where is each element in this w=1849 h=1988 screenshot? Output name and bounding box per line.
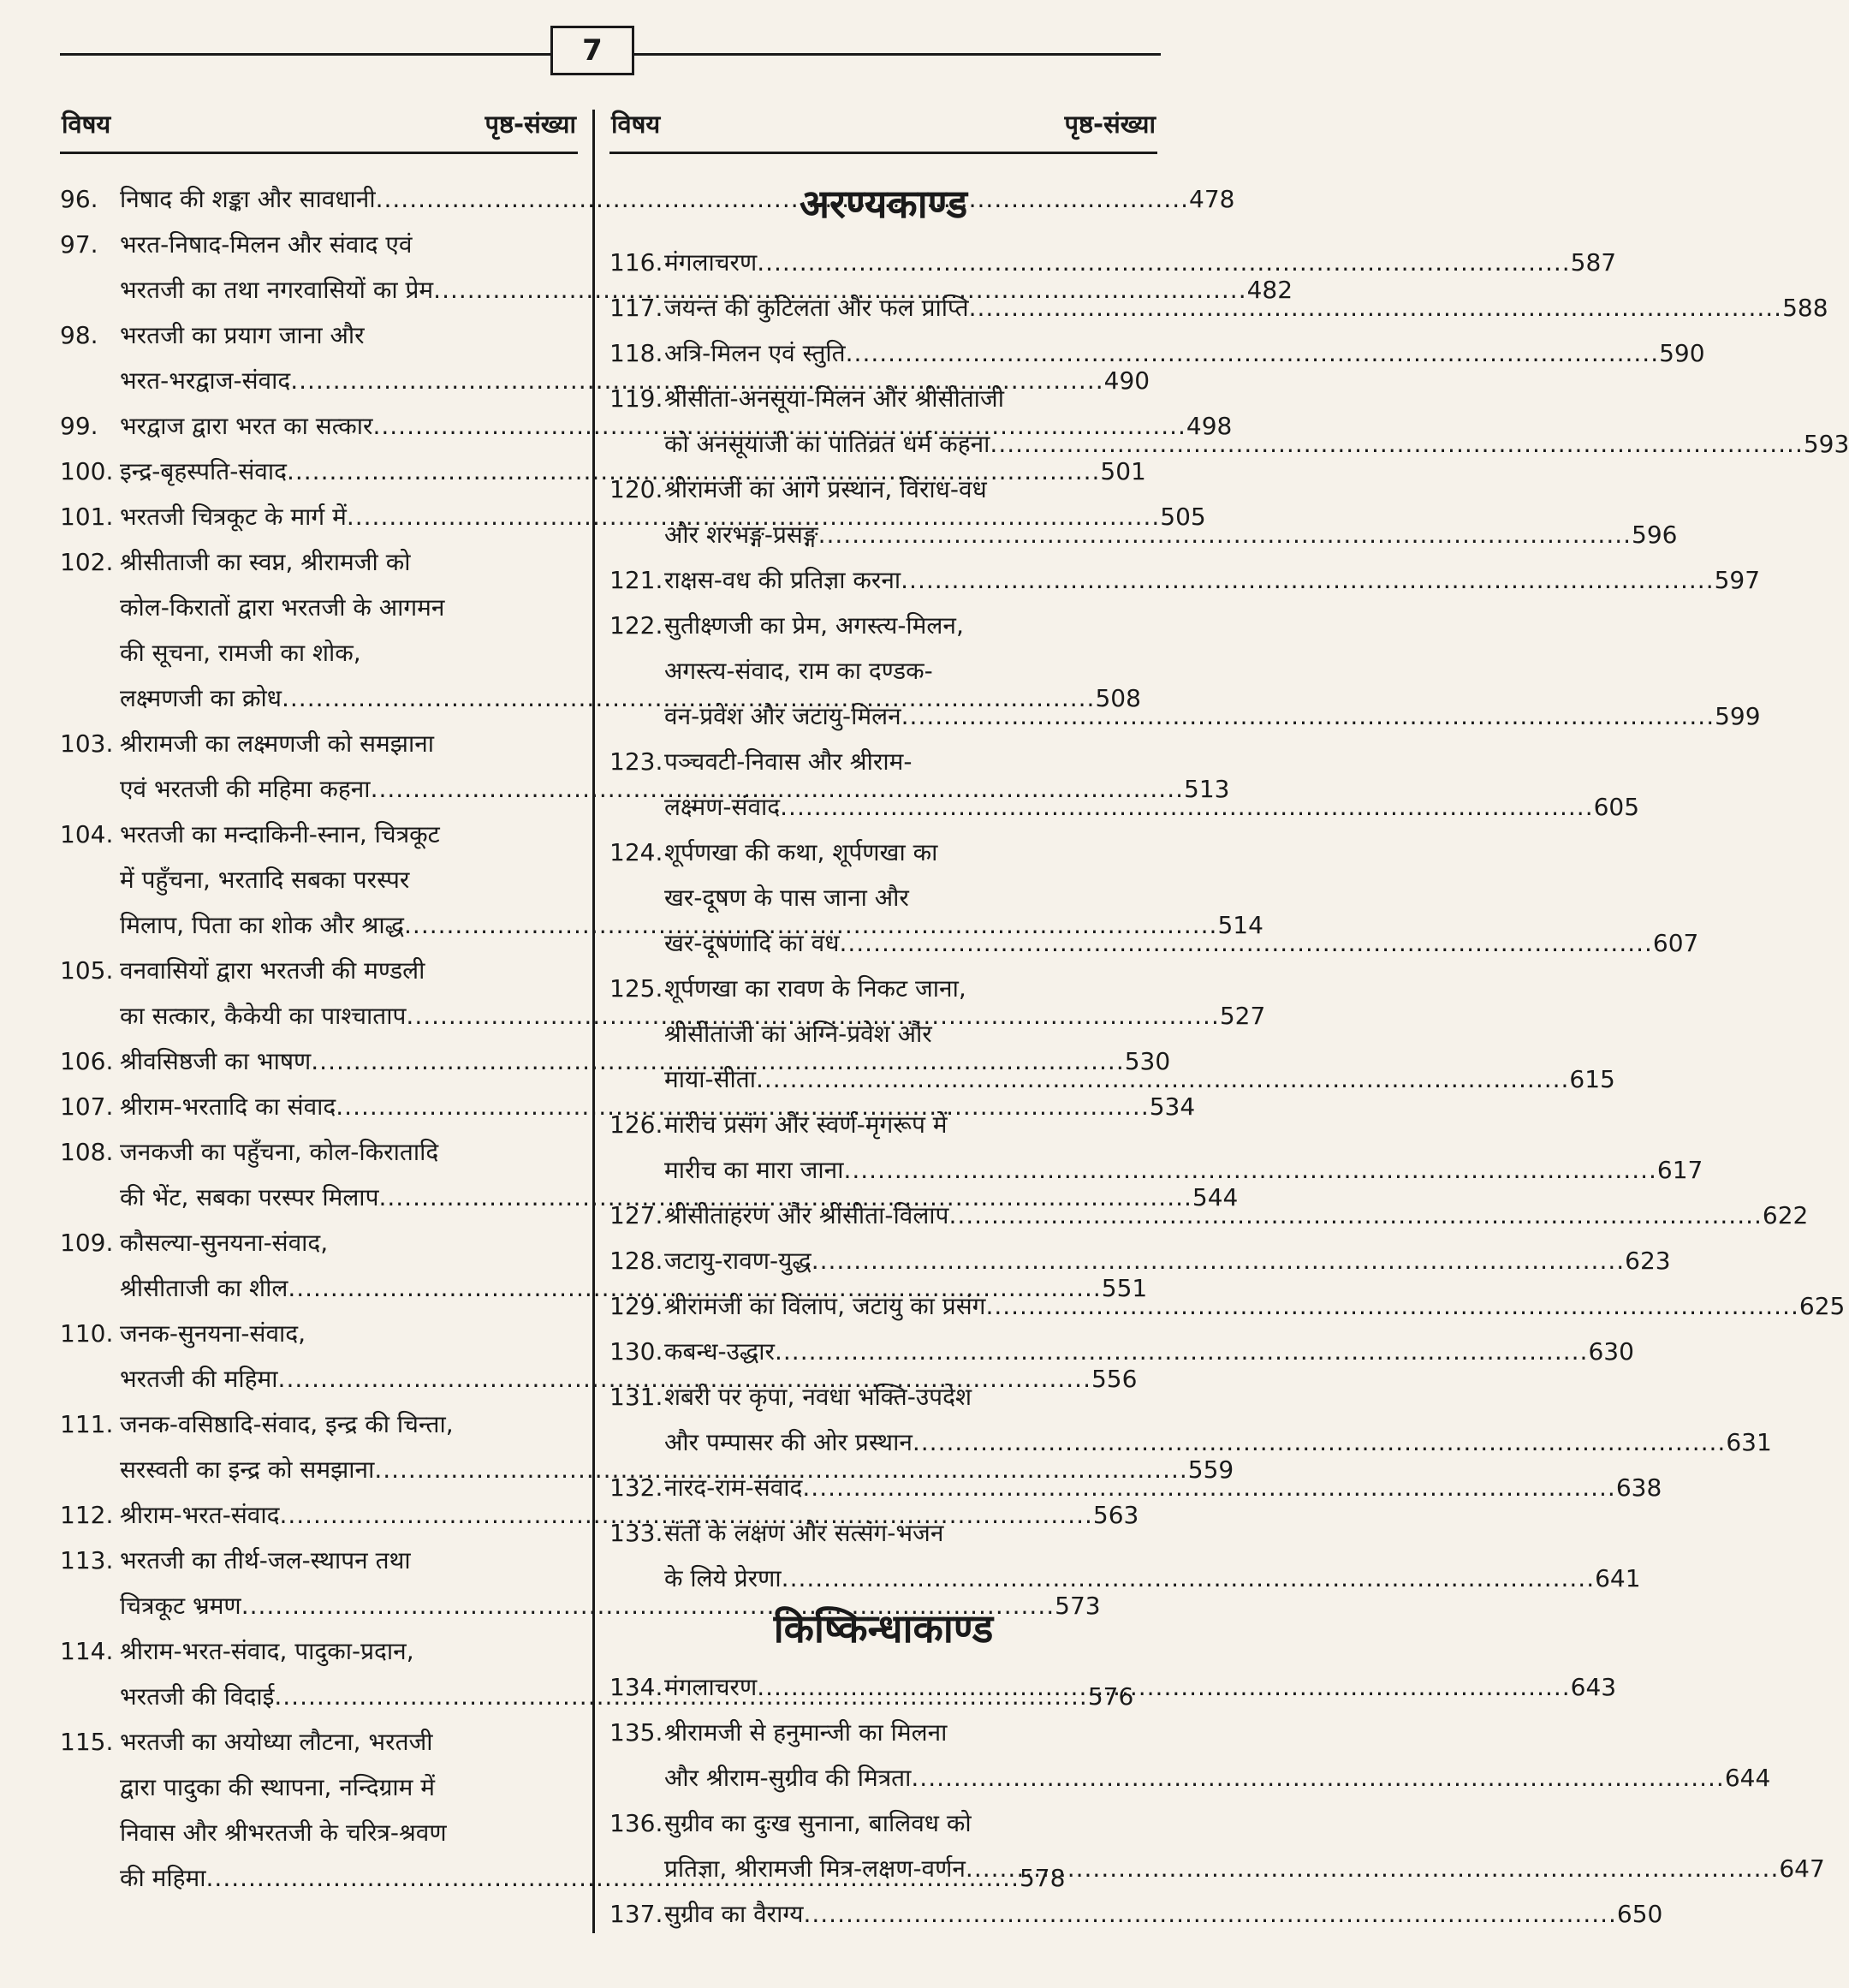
entry-page-number: 647 [1779, 1854, 1825, 1883]
entry-page-number: 573 [1055, 1592, 1101, 1620]
toc-entry-line [609, 1011, 1157, 1056]
entry-title: श्रीवसिष्ठजी का भाषण [120, 1047, 312, 1075]
entry-title: अगस्त्य-संवाद, राम का दण्डक- [664, 657, 933, 685]
entry-page-number: 505 [1160, 503, 1206, 531]
entry-number: 111. [60, 1410, 114, 1438]
toc-entry-line [609, 1755, 1771, 1801]
entry-number: 134. [609, 1673, 663, 1701]
entry-title: और शरभङ्ग-प्रसङ्ग [664, 521, 818, 549]
toc-entry-line [609, 376, 1157, 421]
toc-entry-line [609, 1891, 1663, 1937]
page-count-header: पृष्ठ-संख्या [1064, 110, 1156, 139]
entry-title: का सत्कार, कैकेयी का पाश्चाताप [120, 1002, 407, 1030]
toc-entry-line [609, 467, 1157, 512]
entry-title: श्रीराम-भरत-संवाद, पादुका-प्रदान, [120, 1637, 414, 1665]
toc-entry-line [60, 312, 578, 358]
dot-leader [839, 920, 1652, 966]
dot-leader [985, 1283, 1798, 1329]
entry-number: 100. [60, 457, 114, 485]
entry-page-number: 597 [1714, 566, 1761, 594]
dot-leader [757, 240, 1570, 285]
entry-number: 109. [60, 1229, 114, 1257]
toc-entry-line [60, 1402, 578, 1447]
entry-page-number: 638 [1615, 1473, 1662, 1502]
entry-page-number: 514 [1217, 911, 1263, 939]
entry-title: मिलाप, पिता का शोक और श्राद्ध [120, 911, 405, 939]
entry-number: 135. [609, 1718, 663, 1747]
entry-number: 113. [60, 1546, 114, 1574]
toc-entry-line [609, 693, 1761, 739]
entry-number: 133. [609, 1519, 663, 1547]
toc-entry-line [609, 1283, 1846, 1329]
top-rule-left [60, 53, 550, 56]
toc-entry-line [609, 739, 1157, 784]
entry-page-number: 534 [1149, 1092, 1196, 1121]
dot-leader [756, 1056, 1569, 1102]
toc-entry-line [609, 966, 1157, 1011]
toc-entry-line [609, 1147, 1703, 1193]
dot-leader [913, 1420, 1726, 1465]
dot-leader [818, 512, 1632, 557]
entry-title: भरद्वाज द्वारा भरत का सत्कार [120, 412, 373, 440]
toc-entry [609, 603, 1761, 739]
entry-title: द्वारा पादुका की स्थापना, नन्दिग्राम में [120, 1773, 436, 1801]
entry-page-number: 559 [1187, 1455, 1234, 1484]
toc-entry [609, 1710, 1771, 1801]
toc-entry-line [609, 1556, 1641, 1601]
entry-title: जनकजी का पहुँचना, कोल-किरातादि [120, 1138, 439, 1166]
entry-number: 126. [609, 1110, 663, 1139]
entry-title: शबरी पर कृपा, नवधा भक्ति-उपदेश [664, 1383, 972, 1411]
entry-page-number: 644 [1724, 1764, 1771, 1792]
entry-page-number: 650 [1616, 1900, 1663, 1928]
toc-entry-line [60, 857, 578, 902]
entry-number: 132. [609, 1473, 663, 1502]
toc-entry-line [60, 721, 578, 766]
entry-page-number: 530 [1124, 1047, 1171, 1075]
toc-entry [609, 1374, 1772, 1465]
entry-title: संतों के लक्षण और सत्संग-भजन [664, 1519, 944, 1547]
entry-number: 108. [60, 1138, 114, 1166]
entry-title: श्रीराम-भरत-संवाद [120, 1501, 280, 1529]
entry-number: 110. [60, 1319, 114, 1348]
toc-entry-line [60, 222, 578, 267]
dot-leader [775, 1329, 1588, 1374]
entry-number: 125. [609, 974, 663, 1003]
entry-title: भरतजी की विदाई [120, 1682, 275, 1711]
entry-page-number: 625 [1798, 1292, 1846, 1320]
toc-entry [609, 1329, 1634, 1374]
entry-number: 129. [609, 1292, 663, 1320]
entry-title: भरतजी का प्रयाग जाना और [120, 321, 365, 349]
entry-page-number: 508 [1095, 684, 1141, 712]
entry-number: 115. [60, 1728, 114, 1756]
section-title-kishkindhakand: किष्किन्धाकाण्ड [773, 1605, 994, 1652]
entry-title: कबन्ध-उद्धार [664, 1337, 775, 1366]
toc-entry-line [60, 1129, 578, 1175]
entry-title: और श्रीराम-सुग्रीव की मित्रता [664, 1764, 912, 1792]
entry-number: 114. [60, 1637, 114, 1665]
entry-number: 99. [60, 412, 98, 440]
entry-number: 127. [609, 1201, 663, 1229]
entry-number: 101. [60, 503, 114, 531]
entry-title: लक्ष्मणजी का क्रोध [120, 684, 282, 712]
entry-number: 116. [609, 248, 663, 277]
entry-title: श्रीरामजी का आगे प्रस्थान, विराध-वध [664, 475, 987, 503]
dot-leader [901, 693, 1715, 739]
entry-title: श्रीसीता-अनसूया-मिलन और श्रीसीताजी [664, 384, 1004, 413]
page-number: 7 [550, 26, 634, 75]
entry-number: 131. [609, 1383, 663, 1411]
entry-title: निषाद की शङ्का और सावधानी [120, 185, 376, 213]
entry-title: सुग्रीव का दुःख सुनाना, बालिवध को [664, 1809, 972, 1837]
entry-page-number: 551 [1101, 1274, 1148, 1302]
entry-title: शूर्पणखा की कथा, शूर्पणखा का [664, 838, 938, 866]
entry-number: 102. [60, 548, 114, 576]
entry-number: 96. [60, 185, 98, 213]
entry-number: 107. [60, 1092, 114, 1121]
toc-entry-line [60, 1583, 1101, 1628]
toc-entry-line [60, 1719, 578, 1765]
toc-entry-line [60, 1810, 578, 1855]
entry-number: 124. [609, 838, 663, 866]
entry-page-number: 544 [1192, 1183, 1239, 1211]
section-title-aranyakand: अरण्यकाण्ड [799, 181, 968, 227]
entry-number: 112. [60, 1501, 114, 1529]
entry-title: भरतजी का मन्दाकिनी-स्नान, चित्रकूट [120, 820, 440, 848]
entry-number: 103. [60, 729, 114, 758]
entry-title: प्रतिज्ञा, श्रीरामजी मित्र-लक्षण-वर्णन [664, 1854, 966, 1883]
entry-title: निवास और श्रीभरतजी के चरित्र-श्रवण [120, 1818, 447, 1847]
entry-page-number: 631 [1726, 1428, 1772, 1456]
toc-entry-line [609, 648, 1157, 693]
entry-page-number: 563 [1092, 1501, 1139, 1529]
entry-title: भरतजी का तीर्थ-जल-स्थापन तथा [120, 1546, 411, 1574]
entry-number: 106. [60, 1047, 114, 1075]
entry-title: कोल-किरातों द्वारा भरतजी के आगमन [120, 593, 445, 622]
entry-number: 119. [609, 384, 663, 413]
dot-leader [802, 1465, 1615, 1510]
toc-entry [609, 1510, 1641, 1601]
right-column-header [609, 107, 1157, 154]
entry-title: शूर्पणखा का रावण के निकट जाना, [664, 974, 966, 1003]
entry-page-number: 643 [1570, 1673, 1617, 1701]
entry-title: मंगलाचरण [664, 248, 758, 277]
toc-entry-line [609, 330, 1705, 376]
page-count-header: पृष्ठ-संख्या [485, 110, 576, 139]
entry-number: 118. [609, 339, 663, 367]
entry-number: 130. [609, 1337, 663, 1366]
entry-number: 120. [609, 475, 663, 503]
entry-number: 104. [60, 820, 114, 848]
entry-title: मारीच का मारा जाना [664, 1156, 844, 1184]
entry-number: 137. [609, 1900, 663, 1928]
toc-entry-line [609, 1801, 1157, 1846]
entry-title: राक्षस-वध की प्रतिज्ञा करना [664, 566, 901, 594]
toc-entry-line [60, 1765, 578, 1810]
entry-title: अत्रि-मिलन एवं स्तुति [664, 339, 846, 367]
entry-title: की महिमा [120, 1864, 206, 1892]
toc-entry-line [609, 1664, 1617, 1710]
toc-entry-line [609, 1329, 1634, 1374]
toc-entry-line [609, 1510, 1157, 1556]
entry-title: जयन्त की कुटिलता और फल प्राप्ति [664, 294, 969, 322]
entry-title: सुग्रीव का वैराग्य [664, 1900, 804, 1928]
toc-entry [609, 1238, 1671, 1283]
toc-entry-line [609, 1420, 1772, 1465]
entry-page-number: 617 [1656, 1156, 1703, 1184]
dot-leader [911, 1755, 1724, 1801]
toc-entry [609, 1801, 1825, 1891]
entry-title: की भेंट, सबका परस्पर मिलाप [120, 1183, 379, 1211]
entry-page-number: 599 [1715, 702, 1761, 730]
toc-entry-line [609, 240, 1617, 285]
entry-title: नारद-राम-संवाद [664, 1473, 803, 1502]
entry-number: 117. [609, 294, 663, 322]
toc-entry [609, 1891, 1663, 1937]
entry-title: वन-प्रवेश और जटायु-मिलन [664, 702, 901, 730]
dot-leader [757, 1664, 1570, 1710]
entry-title: को अनसूयाजी का पातिव्रत धर्म कहना [664, 430, 990, 458]
entry-title: सरस्वती का इन्द्र को समझाना [120, 1455, 375, 1484]
entry-title: और पम्पासर की ओर प्रस्थान [664, 1428, 913, 1456]
entry-title: भरतजी का तथा नगरवासियों का प्रेम [120, 276, 434, 304]
entry-title: श्रीरामजी से हनुमान्जी का मिलना [664, 1718, 948, 1747]
dot-leader [812, 1238, 1625, 1283]
toc-entry-line [609, 1710, 1157, 1755]
toc-entry-line [60, 948, 578, 993]
entry-title: श्रीरामजी का विलाप, जटायु का प्रसंग [664, 1292, 986, 1320]
subject-header: विषय [611, 110, 661, 139]
entry-title: श्रीराम-भरतादि का संवाद [120, 1092, 336, 1121]
dot-leader [780, 784, 1593, 830]
entry-page-number: 615 [1569, 1065, 1615, 1093]
entry-page-number: 556 [1091, 1365, 1138, 1393]
entry-number: 121. [609, 566, 663, 594]
entry-title: श्रीसीताजी का शील [120, 1274, 288, 1302]
entry-title: मंगलाचरण [664, 1673, 758, 1701]
toc-entry [609, 330, 1705, 376]
dot-leader [803, 1891, 1616, 1937]
subject-header: विषय [62, 110, 111, 139]
entry-page-number: 605 [1593, 793, 1640, 821]
dot-leader [843, 1147, 1656, 1193]
toc-entry-line [60, 585, 578, 630]
entry-title: चित्रकूट भ्रमण [120, 1592, 241, 1620]
entry-number: 122. [609, 611, 663, 640]
entry-page-number: 588 [1782, 294, 1828, 322]
entry-page-number: 478 [1189, 185, 1235, 213]
entry-page-number: 596 [1632, 521, 1678, 549]
entry-title: एवं भरतजी की महिमा कहना [120, 775, 371, 803]
entry-title: मारीच प्रसंग और स्वर्ण-मृगरूप में [664, 1110, 948, 1139]
entry-title: श्रीसीताजी का स्वप्न, श्रीरामजी को [120, 548, 411, 576]
entry-page-number: 641 [1595, 1564, 1641, 1592]
top-rule-right [632, 53, 1161, 56]
toc-entry [609, 1283, 1846, 1329]
entry-title: कौसल्या-सुनयना-संवाद, [120, 1229, 329, 1257]
toc-entry-line [609, 1374, 1157, 1420]
toc-entry [609, 557, 1761, 603]
toc-entry-line [60, 1311, 578, 1356]
entry-title: पञ्चवटी-निवास और श्रीराम- [664, 747, 913, 776]
entry-title: के लिये प्रेरणा [664, 1564, 782, 1592]
entry-page-number: 578 [1019, 1864, 1066, 1892]
entry-title: श्रीरामजी का लक्ष्मणजी को समझाना [120, 729, 435, 758]
entry-title: की सूचना, रामजी का शोक, [120, 639, 361, 667]
toc-entry-line [60, 1220, 578, 1265]
entry-number: 128. [609, 1247, 663, 1275]
toc-entry-line [609, 1102, 1157, 1147]
entry-title: खर-दूषणादि का वध [664, 929, 840, 957]
entry-title: खर-दूषण के पास जाना और [664, 884, 909, 912]
entry-title: जटायु-रावण-युद्ध [664, 1247, 812, 1275]
toc-entry-line [60, 1628, 578, 1674]
entry-number: 136. [609, 1809, 663, 1837]
entry-title: माया-सीता [664, 1065, 756, 1093]
entry-page-number: 587 [1570, 248, 1617, 277]
toc-entry-line [609, 1238, 1671, 1283]
dot-leader [990, 421, 1803, 467]
entry-page-number: 513 [1184, 775, 1230, 803]
entry-page-number: 623 [1625, 1247, 1671, 1275]
toc-entry-line [609, 557, 1761, 603]
entry-title: श्रीसीताहरण और श्रीसीता-विलाप [664, 1201, 949, 1229]
toc-entry-line [609, 603, 1157, 648]
entry-page-number: 622 [1762, 1201, 1809, 1229]
toc-entry-line [609, 830, 1157, 875]
dot-leader [966, 1846, 1779, 1891]
entry-title: इन्द्र-बृहस्पति-संवाद [120, 457, 287, 485]
entry-page-number: 501 [1100, 457, 1146, 485]
entry-number: 105. [60, 956, 114, 985]
entry-title: सुतीक्ष्णजी का प्रेम, अगस्त्य-मिलन, [664, 611, 964, 640]
toc-entry-line [609, 875, 1157, 920]
dot-leader [782, 1556, 1595, 1601]
entry-title: में पहुँचना, भरतादि सबका परस्पर [120, 866, 410, 894]
entry-number: 98. [60, 321, 98, 349]
entry-number: 97. [60, 230, 98, 259]
dot-leader [969, 285, 1782, 330]
entry-title: भरतजी चित्रकूट के मार्ग में [120, 503, 347, 531]
entry-page-number: 490 [1103, 366, 1150, 395]
dot-leader [901, 557, 1714, 603]
toc-entry [609, 1664, 1617, 1710]
left-column-header [60, 107, 578, 154]
toc-entry-line [60, 630, 578, 676]
entry-page-number: 482 [1246, 276, 1293, 304]
entry-page-number: 527 [1219, 1002, 1266, 1030]
entry-title: श्रीसीताजी का अग्नि-प्रवेश और [664, 1020, 932, 1048]
toc-entry-line [609, 1846, 1825, 1891]
entry-page-number: 576 [1087, 1682, 1134, 1711]
entry-title: भरतजी का अयोध्या लौटना, भरतजी [120, 1728, 433, 1756]
entry-title: भरतजी की महिमा [120, 1365, 278, 1393]
entry-title: भरत-भरद्वाज-संवाद [120, 366, 291, 395]
dot-leader [846, 330, 1659, 376]
entry-page-number: 590 [1659, 339, 1705, 367]
entry-page-number: 607 [1652, 929, 1699, 957]
toc-entry [609, 240, 1617, 285]
entry-number: 123. [609, 747, 663, 776]
entry-page-number: 498 [1186, 412, 1233, 440]
toc-entry-line [60, 539, 578, 585]
dot-leader [948, 1193, 1762, 1238]
toc-entry-line [60, 1538, 578, 1583]
kishkindhakand-entry-list [609, 1664, 1825, 1937]
entry-title: जनक-सुनयना-संवाद, [120, 1319, 306, 1348]
toc-entry-line [60, 812, 578, 857]
entry-title: जनक-वसिष्ठादि-संवाद, इन्द्र की चिन्ता, [120, 1410, 454, 1438]
entry-title: वनवासियों द्वारा भरतजी की मण्डली [120, 956, 425, 985]
entry-title: लक्ष्मण-संवाद [664, 793, 781, 821]
entry-page-number: 630 [1588, 1337, 1634, 1366]
entry-title: भरत-निषाद-मिलन और संवाद एवं [120, 230, 413, 259]
entry-page-number: 593 [1803, 430, 1849, 458]
